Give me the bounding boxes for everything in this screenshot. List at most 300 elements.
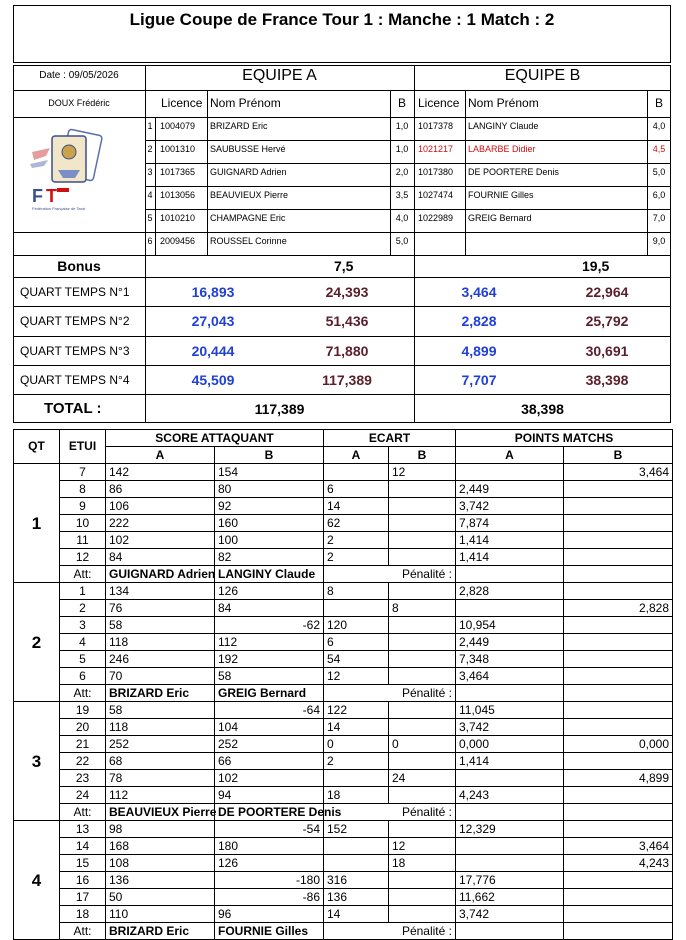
points-b: [564, 872, 673, 889]
ecart-a: 2: [324, 549, 389, 566]
player-number: 2: [147, 144, 153, 154]
team-a-quarter-cumul: 24,393: [325, 284, 369, 300]
etui-row: [14, 481, 673, 498]
points-a: [456, 464, 564, 481]
player-name: SAUBUSSE Hervé: [210, 144, 286, 154]
subheader-row: [14, 447, 673, 464]
etui-number: 2: [60, 600, 106, 617]
page-title: Ligue Coupe de France Tour 1 : Manche : 1 Match : 2: [129, 10, 555, 29]
score-b: 84: [215, 600, 324, 617]
etui-row: [14, 532, 673, 549]
score-a: 76: [106, 600, 215, 617]
ecart-b: [389, 617, 456, 634]
team-b-quarter-cumul: 25,792: [585, 313, 629, 329]
player-name: FOURNIE Gilles: [468, 190, 534, 200]
player-number: 1: [147, 121, 153, 131]
player-bonus: 4,5: [652, 144, 666, 154]
points-header: POINTS MATCHS: [456, 430, 673, 447]
score-a: 142: [106, 464, 215, 481]
player-licence: 1013056: [160, 190, 196, 200]
score-a: 246: [106, 651, 215, 668]
penalite-a: [456, 685, 564, 702]
ecart-b: [389, 515, 456, 532]
svg-text:T: T: [46, 186, 57, 206]
attaquant-row: [14, 923, 673, 940]
ecart-b: 8: [389, 600, 456, 617]
points-b-header: B: [564, 447, 673, 464]
qt-header: QT: [14, 430, 60, 464]
ecart-b: [389, 549, 456, 566]
team-b-quarter-cumul: 22,964: [585, 284, 629, 300]
att-label: Att:: [60, 804, 106, 821]
player-number: 6: [147, 236, 153, 246]
points-a: 3,742: [456, 498, 564, 515]
points-a: 3,464: [456, 668, 564, 685]
player-licence: 1004079: [160, 121, 196, 131]
team-b-quarter-score: 7,707: [461, 372, 497, 388]
score-a: 70: [106, 668, 215, 685]
etui-number: 18: [60, 906, 106, 923]
player-bonus: 4,0: [395, 213, 409, 223]
player-bonus: 5,0: [395, 236, 409, 246]
points-a: 3,742: [456, 906, 564, 923]
ecart-b: [389, 481, 456, 498]
ecart-a: 2: [324, 753, 389, 770]
score-b: 80: [215, 481, 324, 498]
federation-logo: [30, 130, 110, 214]
score-a: 58: [106, 702, 215, 719]
tarot-cards-icon: [30, 130, 110, 214]
player-name: GREIG Bernard: [468, 213, 532, 223]
score-a: 118: [106, 719, 215, 736]
player-number: 5: [147, 213, 153, 223]
score-b: 102: [215, 770, 324, 787]
player-name: LANGINY Claude: [468, 121, 539, 131]
quarter-label: QUART TEMPS N°3: [20, 344, 130, 358]
etui-number: 17: [60, 889, 106, 906]
qt-number: 3: [14, 702, 60, 821]
etui-number: 22: [60, 753, 106, 770]
ecart-b: [389, 498, 456, 515]
score-b: -180: [215, 872, 324, 889]
quarter-label: QUART TEMPS N°2: [20, 314, 130, 328]
ecart-a: [324, 770, 389, 787]
att-player-a: BEAUVIEUX Pierre: [106, 804, 215, 821]
ecart-a: 14: [324, 498, 389, 515]
etui-number: 12: [60, 549, 106, 566]
score-a: 78: [106, 770, 215, 787]
team-a-quarter-cumul: 117,389: [322, 372, 372, 388]
score-a: 118: [106, 634, 215, 651]
score-a: 58: [106, 617, 215, 634]
ecart-a: [324, 855, 389, 872]
etui-number: 11: [60, 532, 106, 549]
team-b-quarter-score: 4,899: [461, 343, 497, 359]
etui-row: [14, 736, 673, 753]
qt-number: 1: [14, 464, 60, 583]
points-b: [564, 702, 673, 719]
points-b: 3,464: [564, 838, 673, 855]
col-name-a: Nom Prénom: [210, 96, 281, 110]
header-row: [14, 430, 673, 447]
etui-row: [14, 498, 673, 515]
points-a: 7,874: [456, 515, 564, 532]
player-bonus: 1,0: [395, 121, 409, 131]
ecart-a: [324, 464, 389, 481]
etui-number: 23: [60, 770, 106, 787]
col-licence-a: Licence: [161, 96, 203, 110]
points-b: [564, 532, 673, 549]
penalite-label: Pénalité :: [324, 685, 456, 702]
score-b: 126: [215, 583, 324, 600]
points-b: [564, 787, 673, 804]
referee-name: DOUX Frédéric: [48, 98, 110, 108]
detail-table: [13, 429, 673, 940]
score-b: 252: [215, 736, 324, 753]
quarter-label: QUART TEMPS N°1: [20, 285, 130, 299]
col-licence-b: Licence: [418, 96, 460, 110]
score-a: 86: [106, 481, 215, 498]
ecart-a: 18: [324, 787, 389, 804]
ecart-a: 6: [324, 481, 389, 498]
points-a: [456, 770, 564, 787]
etui-row: [14, 464, 673, 481]
attaquant-row: [14, 804, 673, 821]
score-a: 252: [106, 736, 215, 753]
points-a: 10,954: [456, 617, 564, 634]
score-b: 92: [215, 498, 324, 515]
etui-row: [14, 583, 673, 600]
etui-row: [14, 889, 673, 906]
score-a: 106: [106, 498, 215, 515]
ecart-b: 12: [389, 464, 456, 481]
points-a: 0,000: [456, 736, 564, 753]
player-name: BRIZARD Eric: [210, 121, 268, 131]
ecart-b: [389, 702, 456, 719]
att-player-b: DE POORTERE Denis: [215, 804, 324, 821]
etui-number: 14: [60, 838, 106, 855]
etui-row: [14, 770, 673, 787]
score-b: -64: [215, 702, 324, 719]
points-b: 3,464: [564, 464, 673, 481]
col-b-b: B: [654, 96, 663, 110]
score-a: 112: [106, 787, 215, 804]
score-a: 136: [106, 872, 215, 889]
score-b: 94: [215, 787, 324, 804]
ecart-b: 0: [389, 736, 456, 753]
ecart-a: 14: [324, 719, 389, 736]
player-name: LABARBE Didier: [468, 144, 536, 154]
ecart-b: [389, 634, 456, 651]
player-licence: 1010210: [160, 213, 196, 223]
svg-text:F: F: [32, 186, 43, 206]
player-bonus: 3,5: [395, 190, 409, 200]
points-b: [564, 719, 673, 736]
etui-number: 15: [60, 855, 106, 872]
attaquant-row: [14, 566, 673, 583]
score-b: -62: [215, 617, 324, 634]
att-player-a: BRIZARD Eric: [106, 923, 215, 940]
ecart-a: 120: [324, 617, 389, 634]
score-b: -54: [215, 821, 324, 838]
etui-number: 19: [60, 702, 106, 719]
penalite-a: [456, 804, 564, 821]
etui-row: [14, 702, 673, 719]
etui-number: 4: [60, 634, 106, 651]
points-b: 4,899: [564, 770, 673, 787]
att-player-b: LANGINY Claude: [215, 566, 324, 583]
etui-header: ETUI: [60, 430, 106, 464]
penalite-a: [456, 566, 564, 583]
points-b: [564, 821, 673, 838]
ecart-a: 0: [324, 736, 389, 753]
team-b-quarter-cumul: 30,691: [585, 343, 629, 359]
score-b: 66: [215, 753, 324, 770]
score-a: 50: [106, 889, 215, 906]
ecart-a: 136: [324, 889, 389, 906]
score-b: -86: [215, 889, 324, 906]
score-a: 84: [106, 549, 215, 566]
etui-row: [14, 855, 673, 872]
attaquant-row: [14, 685, 673, 702]
etui-row: [14, 838, 673, 855]
player-licence: 1027474: [418, 190, 454, 200]
team-a-quarter-score: 20,444: [191, 343, 235, 359]
penalite-b: [564, 804, 673, 821]
points-a: [456, 838, 564, 855]
att-player-a: BRIZARD Eric: [106, 685, 215, 702]
score-a: 98: [106, 821, 215, 838]
team-a-quarter-score: 45,509: [191, 372, 235, 388]
penalite-b: [564, 566, 673, 583]
etui-number: 7: [60, 464, 106, 481]
etui-row: [14, 753, 673, 770]
ecart-b: [389, 821, 456, 838]
points-b: [564, 617, 673, 634]
ecart-a: 2: [324, 532, 389, 549]
total-label: TOTAL :: [44, 400, 102, 417]
player-bonus: 4,0: [652, 121, 666, 131]
etui-number: 9: [60, 498, 106, 515]
points-b: [564, 668, 673, 685]
ecart-b: [389, 583, 456, 600]
penalite-label: Pénalité :: [324, 923, 456, 940]
player-licence: 1017380: [418, 167, 454, 177]
score-b: 96: [215, 906, 324, 923]
ecart-a: 54: [324, 651, 389, 668]
ecart-a-header: A: [324, 447, 389, 464]
player-bonus: 7,0: [652, 213, 666, 223]
etui-number: 16: [60, 872, 106, 889]
points-a: 2,449: [456, 481, 564, 498]
points-b: [564, 481, 673, 498]
ecart-a: [324, 600, 389, 617]
etui-number: 24: [60, 787, 106, 804]
etui-number: 5: [60, 651, 106, 668]
ecart-b-header: B: [389, 447, 456, 464]
ecart-a: 12: [324, 668, 389, 685]
points-a: 7,348: [456, 651, 564, 668]
points-b: 4,243: [564, 855, 673, 872]
score-a: 108: [106, 855, 215, 872]
score-a: 102: [106, 532, 215, 549]
team-a-quarter-cumul: 71,880: [325, 343, 369, 359]
att-label: Att:: [60, 923, 106, 940]
ecart-b: [389, 719, 456, 736]
player-name: ROUSSEL Corinne: [210, 236, 287, 246]
col-b-a: B: [397, 96, 406, 110]
player-name: DE POORTERE Denis: [468, 167, 559, 177]
ecart-a: 62: [324, 515, 389, 532]
points-b: [564, 906, 673, 923]
etui-row: [14, 600, 673, 617]
points-b: [564, 583, 673, 600]
ecart-a: 316: [324, 872, 389, 889]
team-b-bonus: 19,5: [582, 258, 610, 274]
col-name-b: Nom Prénom: [468, 96, 539, 110]
penalite-label: Pénalité :: [324, 804, 456, 821]
ecart-b: [389, 787, 456, 804]
points-a: 11,045: [456, 702, 564, 719]
points-b: 2,828: [564, 600, 673, 617]
team-a-name: EQUIPE A: [242, 67, 317, 84]
ecart-b: [389, 532, 456, 549]
points-a: [456, 855, 564, 872]
team-a-quarter-score: 16,893: [191, 284, 235, 300]
team-block: [13, 65, 671, 423]
player-licence: 1001310: [160, 144, 196, 154]
points-a: 3,742: [456, 719, 564, 736]
points-a: 1,414: [456, 549, 564, 566]
ecart-a: 152: [324, 821, 389, 838]
score-b: 180: [215, 838, 324, 855]
player-bonus: 5,0: [652, 167, 666, 177]
etui-row: [14, 634, 673, 651]
ecart-a: 14: [324, 906, 389, 923]
team-a-quarter-score: 27,043: [191, 313, 235, 329]
qt-number: 4: [14, 821, 60, 940]
points-a: 12,329: [456, 821, 564, 838]
etui-row: [14, 872, 673, 889]
ecart-b: 12: [389, 838, 456, 855]
player-bonus: 6,0: [652, 190, 666, 200]
ecart-a: [324, 838, 389, 855]
ecart-b: 24: [389, 770, 456, 787]
att-label: Att:: [60, 566, 106, 583]
score-a: 134: [106, 583, 215, 600]
etui-number: 10: [60, 515, 106, 532]
etui-number: 6: [60, 668, 106, 685]
points-b: [564, 889, 673, 906]
player-name: BEAUVIEUX Pierre: [210, 190, 289, 200]
points-a: 2,828: [456, 583, 564, 600]
score-b: 160: [215, 515, 324, 532]
etui-number: 20: [60, 719, 106, 736]
team-b-quarter-score: 2,828: [461, 313, 497, 329]
points-a: 1,414: [456, 532, 564, 549]
qt-number: 2: [14, 583, 60, 702]
team-b-name: EQUIPE B: [504, 67, 581, 84]
bonus-label: Bonus: [57, 258, 101, 274]
score-b: 82: [215, 549, 324, 566]
points-a: 17,776: [456, 872, 564, 889]
etui-row: [14, 651, 673, 668]
etui-number: 8: [60, 481, 106, 498]
ecart-b: [389, 753, 456, 770]
points-a: 11,662: [456, 889, 564, 906]
ecart-b: [389, 889, 456, 906]
att-player-b: GREIG Bernard: [215, 685, 324, 702]
score-b: 154: [215, 464, 324, 481]
etui-row: [14, 668, 673, 685]
logo-caption: Fédération Française de Tarot: [32, 206, 86, 211]
points-b: [564, 634, 673, 651]
score-b: 112: [215, 634, 324, 651]
player-licence: 1017365: [160, 167, 196, 177]
penalite-b: [564, 923, 673, 940]
score-a-header: A: [106, 447, 215, 464]
ecart-b: 18: [389, 855, 456, 872]
points-a: 4,243: [456, 787, 564, 804]
points-a: [456, 600, 564, 617]
player-bonus: 2,0: [395, 167, 409, 177]
player-number: 3: [147, 167, 153, 177]
score-b: 126: [215, 855, 324, 872]
att-player-b: FOURNIE Gilles: [215, 923, 324, 940]
ecart-a: 122: [324, 702, 389, 719]
ecart-header: ECART: [324, 430, 456, 447]
score-b: 104: [215, 719, 324, 736]
points-b: [564, 753, 673, 770]
team-b-total: 38,398: [521, 401, 564, 417]
points-a: 1,414: [456, 753, 564, 770]
score-header: SCORE ATTAQUANT: [106, 430, 324, 447]
date-label: Date : 09/05/2026: [39, 70, 119, 81]
points-b: [564, 498, 673, 515]
etui-number: 13: [60, 821, 106, 838]
player-name: CHAMPAGNE Eric: [210, 213, 286, 223]
points-b: 0,000: [564, 736, 673, 753]
points-a-header: A: [456, 447, 564, 464]
points-b: [564, 515, 673, 532]
penalite-label: Pénalité :: [324, 566, 456, 583]
player-number: 4: [147, 190, 153, 200]
score-a: 222: [106, 515, 215, 532]
player-bonus: 9,0: [652, 236, 666, 246]
att-label: Att:: [60, 685, 106, 702]
ecart-b: [389, 651, 456, 668]
penalite-a: [456, 923, 564, 940]
points-b: [564, 549, 673, 566]
etui-number: 1: [60, 583, 106, 600]
penalite-b: [564, 685, 673, 702]
team-a-bonus: 7,5: [334, 258, 354, 274]
etui-row: [14, 515, 673, 532]
player-licence: 2009456: [160, 236, 196, 246]
ecart-a: 8: [324, 583, 389, 600]
ecart-b: [389, 906, 456, 923]
points-a: 2,449: [456, 634, 564, 651]
player-licence: 1021217: [418, 144, 454, 154]
score-a: 68: [106, 753, 215, 770]
team-a-quarter-cumul: 51,436: [325, 313, 369, 329]
player-bonus: 1,0: [395, 144, 409, 154]
etui-row: [14, 821, 673, 838]
etui-row: [14, 719, 673, 736]
quarter-label: QUART TEMPS N°4: [20, 373, 130, 387]
score-a: 110: [106, 906, 215, 923]
etui-row: [14, 549, 673, 566]
